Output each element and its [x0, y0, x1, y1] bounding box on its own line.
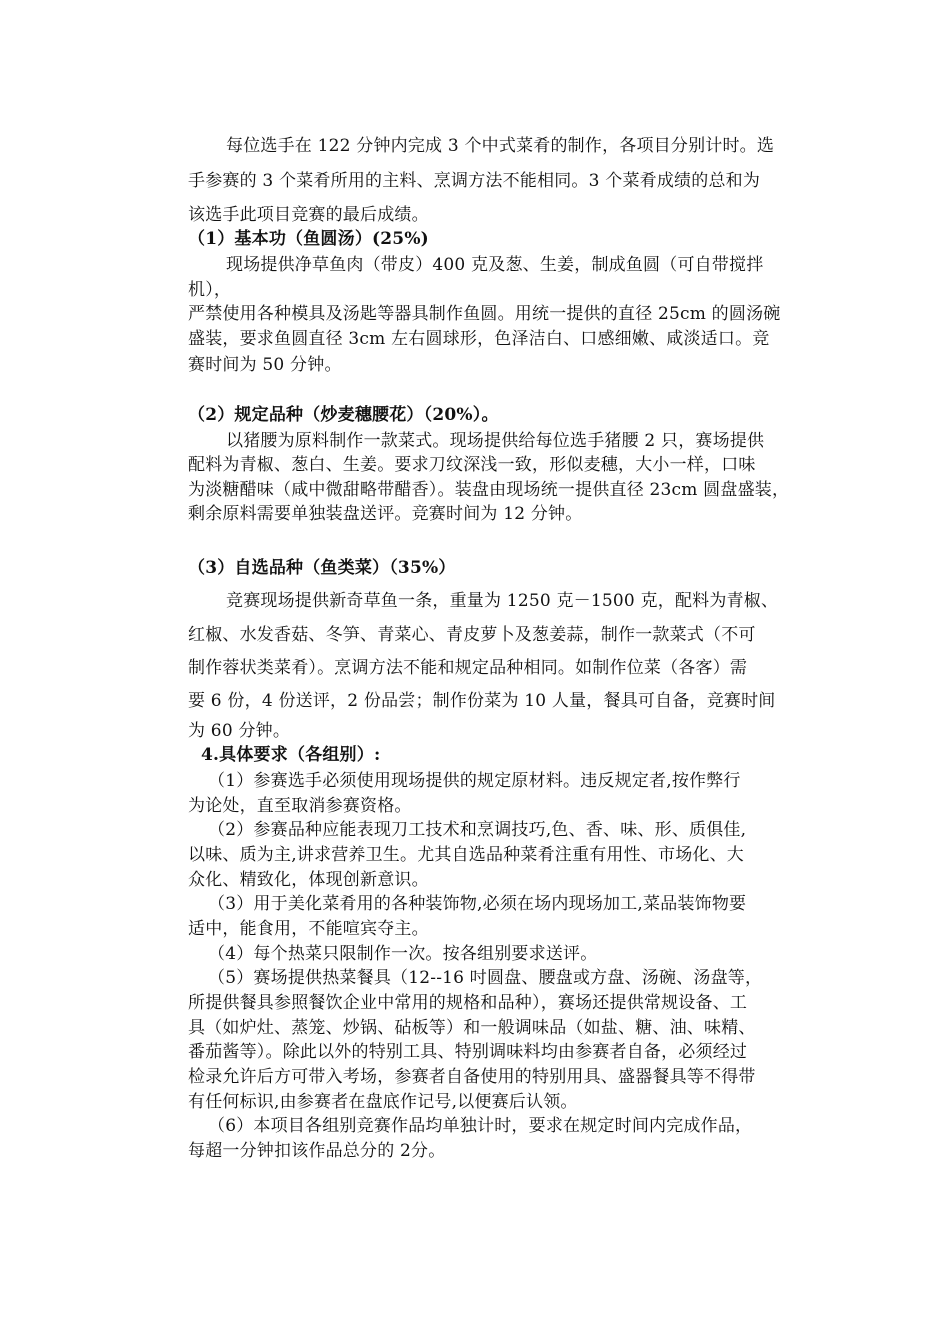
item1-line: 机）， [188, 280, 232, 300]
item3-line: 要 6 份，4 份送评，2 份品尝；制作份菜为 10 人量，餐具可自备，竞赛时间 [188, 691, 776, 711]
intro-line: 每位选手在 122 分钟内完成 3 个中式菜肴的制作，各项目分别计时。选 [226, 136, 775, 156]
item1-line: 盛装，要求鱼圆直径 3cm 左右圆球形，色泽洁白、口感细嫩、咸淡适口。竞 [188, 329, 770, 349]
item3-line: 竞赛现场提供新奇草鱼一条，重量为 1250 克－1500 克，配料为青椒、 [226, 591, 779, 611]
section4-line: 番茄酱等）。除此以外的特别工具、特别调味料均由参赛者自备，必须经过 [188, 1042, 748, 1062]
section4-line: （6）本项目各组别竞赛作品均单独计时，要求在规定时间内完成作品， [208, 1116, 753, 1136]
item1-heading: （1）基本功（鱼圆汤）(25%) [188, 229, 429, 249]
item3-line: 红椒、水发香菇、冬笋、青菜心、青皮萝卜及葱姜蒜，制作一款菜式（不可 [188, 625, 756, 645]
item1-line: 现场提供净草鱼肉（带皮）400 克及葱、生姜，制成鱼圆（可自带搅拌 [226, 255, 764, 275]
item3-line: 为 60 分钟。 [188, 721, 291, 741]
intro-line: 该选手此项目竞赛的最后成绩。 [188, 205, 429, 225]
section4-line: （1）参赛选手必须使用现场提供的规定原材料。违反规定者,按作弊行 [208, 771, 741, 791]
section4-line: 所提供餐具参照餐饮企业中常用的规格和品种），赛场还提供常规设备、工 [188, 993, 748, 1013]
section4-line: 适中，能食用，不能喧宾夺主。 [188, 919, 429, 939]
item2-line: 配料为青椒、葱白、生姜。要求刀纹深浅一致，形似麦穗，大小一样，口味 [188, 455, 756, 475]
item3-heading: （3）自选品种（鱼类菜）（35%） [188, 558, 456, 578]
section4-line: （3）用于美化菜肴用的各种装饰物,必须在场内现场加工,菜品装饰物要 [208, 894, 747, 914]
section4-heading: 4.具体要求（各组别）: [201, 745, 381, 765]
section4-line: 为论处，直至取消参赛资格。 [188, 796, 412, 816]
section4-line: 具（如炉灶、蒸笼、炒锅、砧板等）和一般调味品（如盐、糖、油、味精、 [188, 1018, 756, 1038]
section4-line: 每超一分钟扣该作品总分的 2分。 [188, 1141, 446, 1161]
section4-line: 有任何标识,由参赛者在盘底作记号,以便赛后认领。 [188, 1092, 578, 1112]
section4-line: （2）参赛品种应能表现刀工技术和烹调技巧,色、香、味、形、质俱佳, [208, 820, 747, 840]
item2-line: 为淡糖醋味（咸中微甜略带醋香）。装盘由现场统一提供直径 23cm 圆盘盛装， [188, 480, 790, 500]
section4-line: （4）每个热菜只限制作一次。按各组别要求送评。 [208, 944, 598, 964]
section4-line: （5）赛场提供热菜餐具（12--16 吋圆盘、腰盘或方盘、汤碗、汤盘等， [208, 968, 763, 988]
section4-line: 以味、质为主,讲求营养卫生。尤其自选品种菜肴注重有用性、市场化、大 [188, 845, 745, 865]
item2-heading: （2）规定品种（炒麦穗腰花）（20%）。 [188, 405, 499, 425]
item1-line: 严禁使用各种模具及汤匙等器具制作鱼圆。用统一提供的直径 25cm 的圆汤碗 [188, 304, 781, 324]
section4-line: 众化、精致化，体现创新意识。 [188, 870, 429, 890]
section4-line: 检录允许后方可带入考场，参赛者自备使用的特别用具、盛器餐具等不得带 [188, 1067, 756, 1087]
item3-line: 制作蓉状类菜肴）。烹调方法不能和规定品种相同。如制作位菜（各客）需 [188, 658, 748, 678]
item1-line: 赛时间为 50 分钟。 [188, 355, 342, 375]
item2-line: 以猪腰为原料制作一款菜式。现场提供给每位选手猪腰 2 只，赛场提供 [226, 431, 765, 451]
intro-line: 手参赛的 3 个菜肴所用的主料、烹调方法不能相同。3 个菜肴成绩的总和为 [188, 171, 761, 191]
item2-line: 剩余原料需要单独装盘送评。竞赛时间为 12 分钟。 [188, 504, 583, 524]
